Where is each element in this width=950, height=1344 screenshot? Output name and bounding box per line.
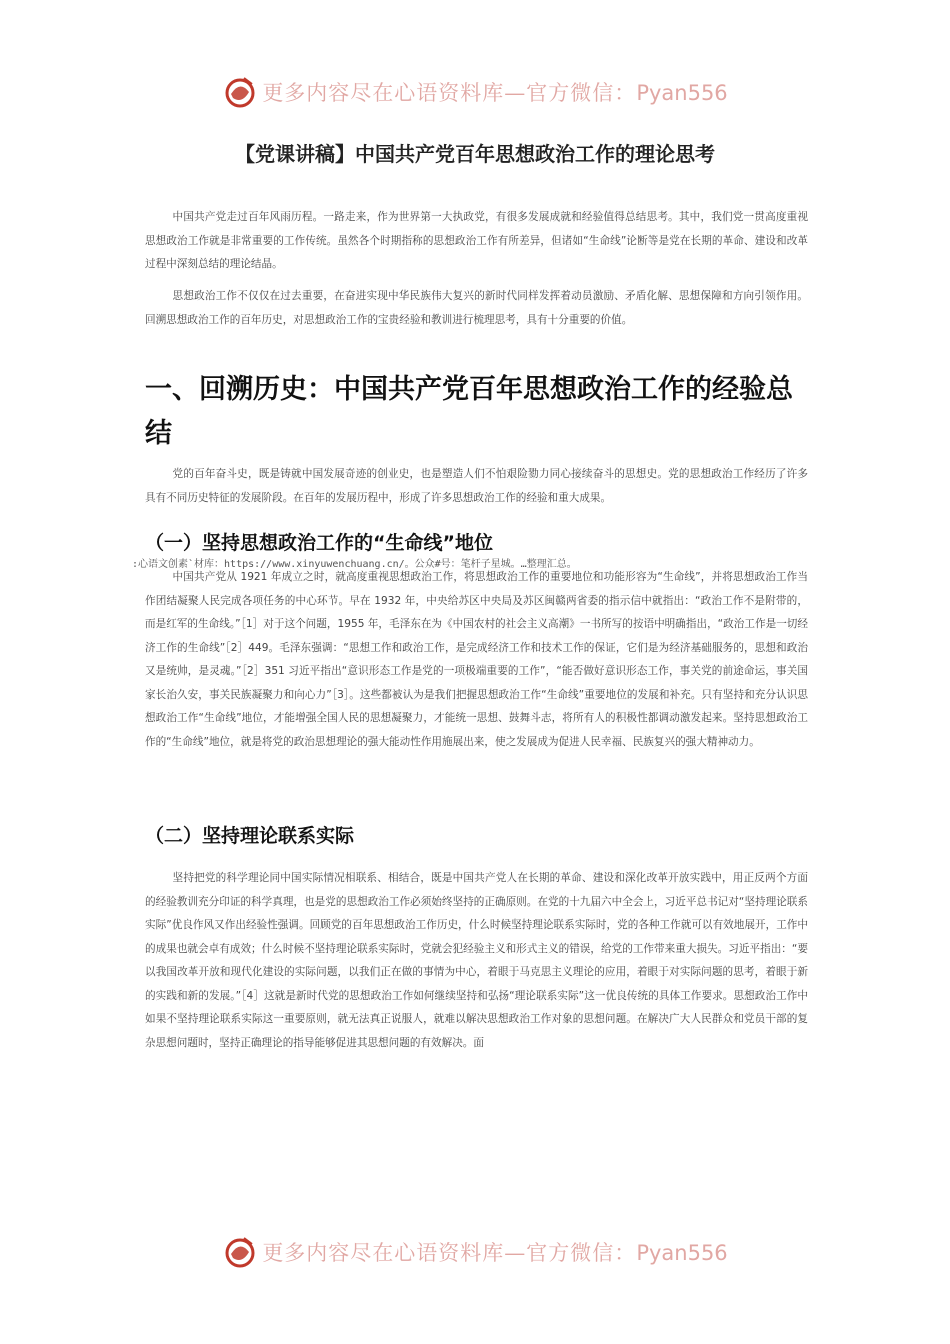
section-heading-1: 一、回溯历史：中国共产党百年思想政治工作的经验总结: [145, 374, 793, 449]
intro-paragraph-1: 中国共产党走过百年风雨历程。一路走来，作为世界第一大执政党，有很多发展成就和经验值得总结思考。其中，我们党一贯高度重视思想政治工作就是非常重要的工作传统。虽然各个时期指称的思想政治工作有所差异，但诸如“生命线”论断等是党在长期的革命、建设和改革过程中深刻总结的理论结晶。: [145, 211, 808, 270]
subsection-heading-1: （一）坚持思想政治工作的“生命线”地位: [145, 532, 493, 554]
subsection-1-paragraph: 中国共产党从 1921 年成立之时，就高度重视思想政治工作，将思想政治工作的重要地位和功能形容为“生命线”，并将思想政治工作当作团结凝聚人民完成各项任务的中心环节。早在 1932 年，中央给苏区中央局及苏区闽赣两省委的指示信中就指出：“政治工作不是附带的，而是红军的生命线。”［1］对于这个问题，1955 年，毛泽东在为《中国农村的社会主义高潮》一书所写的按语中明确指出，“政治工作是一切经济工作的生命线”［2］449。毛泽东强调：“思想工作和政治工作，是完成经济工作和技术工作的保证，它们是为经济基础服务的，思想和政治又是统帅，是灵魂。”［2］351 习近平指出“意识形态工作是党的一项极端重要的工作”，“能否做好意识形态工作，事关党的前途命运，事关国家长治久安，事关民族凝聚力和向心力”［3］。这些都被认为是我们把握思想政治工作“生命线”重要地位的发展和补充。只有坚持和充分认识思想政治工作“生命线”地位，才能增强全国人民的思想凝聚力，才能统一思想、鼓舞斗志，将所有人的积极性都调动激发起来。坚持思想政治工作的“生命线”地位，就是将党的政治思想理论的强大能动性作用施展出来，使之发展成为促进人民幸福、民族复兴的强大精神动力。: [145, 571, 808, 748]
banner-text: 更多内容尽在心语资料库—官方微信：Pyan556: [262, 81, 728, 105]
source-watermark: :心语文创素`材库：https://www.xinyuwenchuang.cn/。公众#号：笔杆子星城。…整理汇总。: [132, 559, 577, 570]
intro-paragraph-2: 思想政治工作不仅仅在过去重要，在奋进实现中华民族伟大复兴的新时代同样发挥着动员激励、矛盾化解、思想保障和方向引领作用。回溯思想政治工作的百年历史，对思想政治工作的宝贵经验和教训进行梳理思考，具有十分重要的价值。: [145, 290, 808, 326]
section-1-paragraph: 党的百年奋斗史，既是铸就中国发展奇迹的创业史，也是塑造人们不怕艰险勠力同心接续奋斗的思想史。党的思想政治工作经历了许多具有不同历史特征的发展阶段。在百年的发展历程中，形成了许多思想政治工作的经验和重大成果。: [145, 468, 808, 504]
document-title: 【党课讲稿】中国共产党百年思想政治工作的理论思考: [235, 142, 715, 166]
header-banner: [0, 72, 950, 112]
wax-seal-logo-icon: [222, 1234, 258, 1270]
subsection-heading-2: （二）坚持理论联系实际: [145, 825, 355, 847]
wax-seal-logo-icon: [222, 74, 258, 110]
subsection-2-paragraph: 坚持把党的科学理论同中国实际情况相联系、相结合，既是中国共产党人在长期的革命、建设和深化改革开放实践中，用正反两个方面的经验教训充分印证的科学真理，也是党的思想政治工作必须始终坚持的正确原则。在党的十九届六中全会上，习近平总书记对“坚持理论联系实际”优良作风又作出经验性强调。回顾党的百年思想政治工作历史，什么时候坚持理论联系实际时，党的各种工作就可以有效地展开，工作中的成果也就会卓有成效；什么时候不坚持理论联系实际时，党就会犯经验主义和形式主义的错误，给党的工作带来重大损失。习近平指出：“要以我国改革开放和现代化建设的实际问题，以我们正在做的事情为中心，着眼于马克思主义理论的应用，着眼于对实际问题的思考，着眼于新的实践和新的发展。”［4］这就是新时代党的思想政治工作如何继续坚持和弘扬“理论联系实际”这一优良传统的具体工作要求。思想政治工作中如果不坚持理论联系实际这一重要原则，就无法真正说服人，就难以解决思想政治工作对象的思想问题。在解决广大人民群众和党员干部的复杂思想问题时，坚持正确理论的指导能够促进其思想问题的有效解决。面: [145, 872, 808, 1049]
banner-text: 更多内容尽在心语资料库—官方微信：Pyan556: [262, 1241, 728, 1265]
footer-banner: [0, 1232, 950, 1272]
